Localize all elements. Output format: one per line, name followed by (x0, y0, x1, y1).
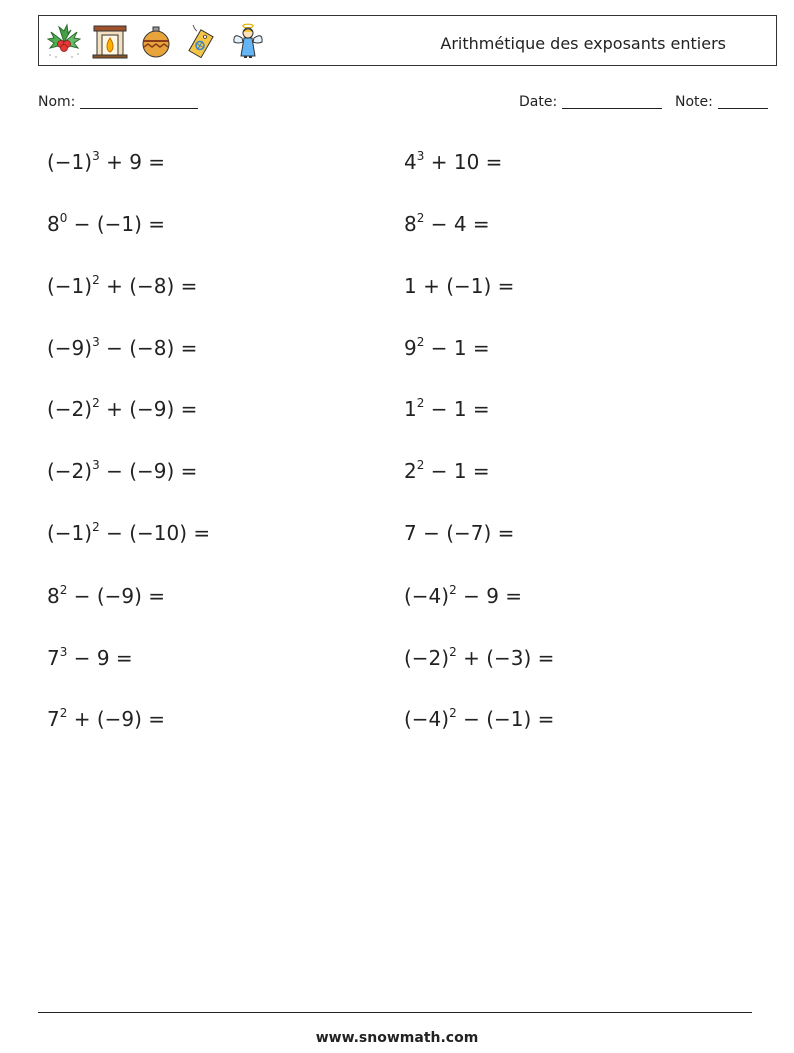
problem-exponent: 3 (416, 149, 425, 163)
problem-18 (404, 646, 554, 670)
problem-base: 7 (47, 646, 60, 670)
problem-15 (47, 584, 165, 608)
problem-exponent: 2 (92, 396, 100, 410)
icon-strip (45, 22, 267, 60)
problem-base: (−1) (47, 150, 93, 174)
problem-3 (47, 212, 165, 236)
problem-12 (404, 459, 490, 483)
problem-8 (404, 336, 490, 360)
grade-label: Note: (675, 94, 713, 110)
date-blank[interactable] (562, 94, 662, 109)
date-field (519, 94, 662, 110)
problem-rest: + (−3) = (456, 646, 555, 670)
angel-icon (229, 22, 267, 60)
problem-2 (404, 150, 502, 174)
problem-19 (47, 707, 165, 731)
worksheet-title: Arithmétique des exposants entiers (440, 34, 726, 53)
grade-blank[interactable] (718, 94, 768, 109)
problem-base: 2 (404, 459, 417, 483)
problem-base: 7 − (−7) = (404, 521, 515, 545)
problem-base: (−1) (47, 521, 93, 545)
problem-6 (404, 274, 514, 298)
problem-rest: + 9 = (99, 150, 166, 174)
problem-base: 4 (404, 150, 417, 174)
problem-base: (−9) (47, 336, 93, 360)
problem-base: 8 (47, 584, 60, 608)
problem-14 (404, 521, 514, 545)
footer-website: www.snowmath.com (315, 1030, 479, 1046)
problem-11 (47, 459, 197, 483)
name-field (38, 94, 198, 110)
fireplace-icon (91, 22, 129, 60)
problem-rest: − (−9) = (67, 584, 166, 608)
problem-exponent: 2 (449, 706, 457, 720)
problem-base: 9 (404, 336, 417, 360)
footer-divider (38, 1012, 752, 1013)
name-label: Nom: (38, 94, 76, 110)
problem-exponent: 2 (416, 335, 425, 349)
problem-1 (47, 150, 165, 174)
problem-rest: + (−9) = (99, 397, 198, 421)
problem-exponent: 0 (59, 211, 68, 225)
problem-base: 8 (404, 212, 417, 236)
problem-base: (−2) (404, 646, 450, 670)
problem-13 (47, 521, 210, 545)
problem-7 (47, 336, 197, 360)
problem-exponent: 2 (92, 273, 100, 287)
problem-17 (47, 646, 133, 670)
problem-exponent: 2 (92, 520, 100, 534)
problem-rest: − 9 = (456, 584, 523, 608)
problem-20 (404, 707, 554, 731)
problem-base: (−4) (404, 584, 450, 608)
date-label: Date: (519, 94, 558, 110)
problem-exponent: 3 (92, 335, 100, 349)
problem-exponent: 2 (59, 706, 68, 720)
problem-rest: − 1 = (424, 336, 490, 360)
problem-exponent: 2 (449, 645, 457, 659)
problem-exponent: 2 (416, 396, 425, 410)
problem-rest: − 4 = (424, 212, 490, 236)
problem-rest: − 1 = (424, 459, 490, 483)
ornament-ball-icon (137, 22, 175, 60)
problem-exponent: 2 (59, 583, 68, 597)
problem-rest: + (−8) = (99, 274, 198, 298)
problem-exponent: 2 (449, 583, 457, 597)
problem-base: (−2) (47, 459, 93, 483)
problem-rest: − 1 = (424, 397, 490, 421)
problem-5 (47, 274, 197, 298)
problem-base: (−2) (47, 397, 93, 421)
problem-base: (−1) (47, 274, 93, 298)
problem-rest: − (−10) = (99, 521, 211, 545)
grade-field (675, 94, 768, 110)
problem-9 (47, 397, 197, 421)
problem-base: 7 (47, 707, 60, 731)
problem-base: 8 (47, 212, 60, 236)
header-box (38, 15, 777, 66)
problem-rest: − (−1) = (67, 212, 166, 236)
problem-4 (404, 212, 490, 236)
problem-base: 1 (404, 397, 417, 421)
problem-rest: + 10 = (424, 150, 503, 174)
problem-rest: − (−9) = (99, 459, 198, 483)
problem-rest: + (−9) = (67, 707, 166, 731)
problem-16 (404, 584, 522, 608)
name-blank[interactable] (80, 94, 198, 109)
problem-10 (404, 397, 490, 421)
problem-base: (−4) (404, 707, 450, 731)
problem-rest: − 9 = (67, 646, 133, 670)
problem-rest: − (−8) = (99, 336, 198, 360)
problem-base: 1 + (−1) = (404, 274, 515, 298)
problem-exponent: 2 (416, 211, 425, 225)
problem-exponent: 3 (92, 458, 100, 472)
gift-tag-icon (183, 22, 221, 60)
problem-rest: − (−1) = (456, 707, 555, 731)
holly-icon (45, 22, 83, 60)
problem-exponent: 3 (59, 645, 68, 659)
problem-exponent: 3 (92, 149, 100, 163)
problem-exponent: 2 (416, 458, 425, 472)
